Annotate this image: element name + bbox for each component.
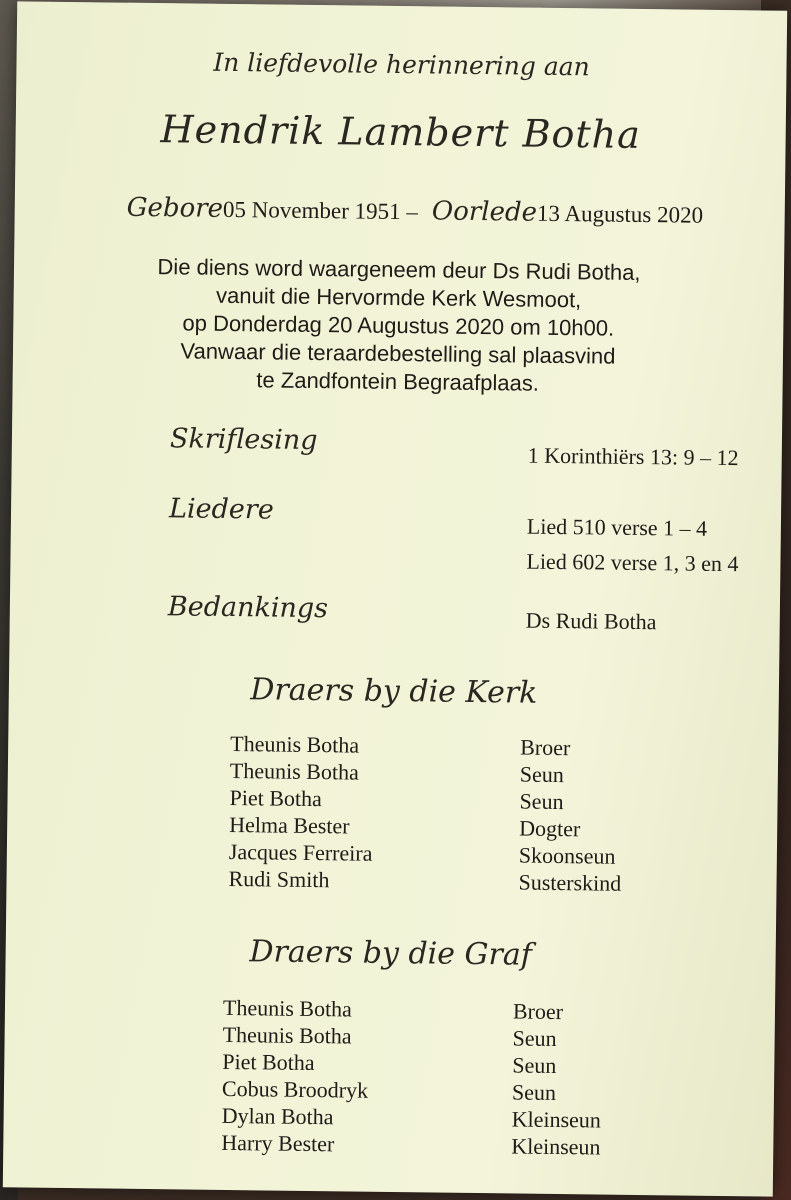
grave-bearers-list — [221, 994, 602, 1160]
bearer-name: Theunis Botha — [229, 757, 359, 785]
songs-label: Liedere — [168, 493, 274, 526]
service-line: vanuit die Hervormde Kerk Wesmoot, — [215, 282, 582, 313]
service-line: te Zandfontein Begraafplaas. — [256, 367, 540, 396]
service-line: Die diens word waargeneem deur Ds Rudi Botha, — [157, 254, 641, 285]
bearer-relation: Kleinseun — [511, 1106, 602, 1133]
bearer-relation: Seun — [511, 1079, 557, 1106]
memorial-card-page — [3, 1, 787, 1196]
bearer-name: Cobus Broodryk — [221, 1075, 369, 1103]
memorial-header: In liefdevolle herinnering aan — [213, 47, 590, 82]
bearer-name: Jacques Ferreira — [228, 838, 373, 866]
bearer-name: Theunis Botha — [222, 994, 353, 1022]
born-label: Gebore — [126, 192, 224, 224]
born-date: 05 November 1951 – — [222, 196, 418, 225]
bearer-name: Harry Bester — [221, 1129, 335, 1157]
service-line: Vanwaar die teraardebestelling sal plaasvind — [180, 338, 616, 369]
bearer-name: Piet Botha — [222, 1048, 315, 1076]
bearer-relation: Broer — [520, 734, 571, 761]
bearer-name: Piet Botha — [229, 784, 322, 812]
church-bearers-title: Draers by die Kerk — [250, 672, 538, 711]
bearer-name: Theunis Botha — [222, 1021, 352, 1049]
scripture-value: 1 Korinthiërs 13: 9 – 12 — [527, 442, 739, 471]
birth-death-dates — [127, 193, 704, 230]
service-details — [13, 251, 785, 400]
song-item: Lied 602 verse 1, 3 en 4 — [526, 548, 739, 577]
grave-bearers-title: Draers by die Graf — [249, 934, 533, 973]
thanks-label: Bedankings — [167, 591, 329, 625]
bearer-relation: Seun — [519, 761, 565, 788]
bearer-relation: Skoonseun — [518, 842, 616, 869]
deceased-name: Hendrik Lambert Botha — [160, 107, 642, 157]
thanks-value: Ds Rudi Botha — [525, 607, 657, 635]
song-item: Lied 510 verse 1 – 4 — [526, 513, 708, 541]
bearer-name: Theunis Botha — [230, 730, 360, 758]
died-label: Oorlede — [431, 196, 538, 228]
bearer-relation: Seun — [519, 788, 564, 815]
bearer-relation: Susterskind — [518, 869, 622, 896]
bearer-name: Helma Bester — [229, 811, 350, 839]
bearer-relation: Dogter — [519, 815, 581, 842]
bearer-name: Dylan Botha — [221, 1102, 334, 1130]
bearer-relation: Broer — [512, 998, 564, 1025]
bearer-name: Rudi Smith — [228, 865, 330, 893]
bearer-relation: Seun — [512, 1025, 557, 1052]
church-bearers-list — [228, 730, 622, 896]
scripture-label: Skriflesing — [169, 423, 318, 457]
died-date: 13 Augustus 2020 — [536, 200, 704, 228]
bearer-relation: Kleinseun — [511, 1133, 601, 1160]
service-line: op Donderdag 20 Augustus 2020 om 10h00. — [182, 310, 615, 341]
bearer-relation: Seun — [512, 1052, 557, 1079]
